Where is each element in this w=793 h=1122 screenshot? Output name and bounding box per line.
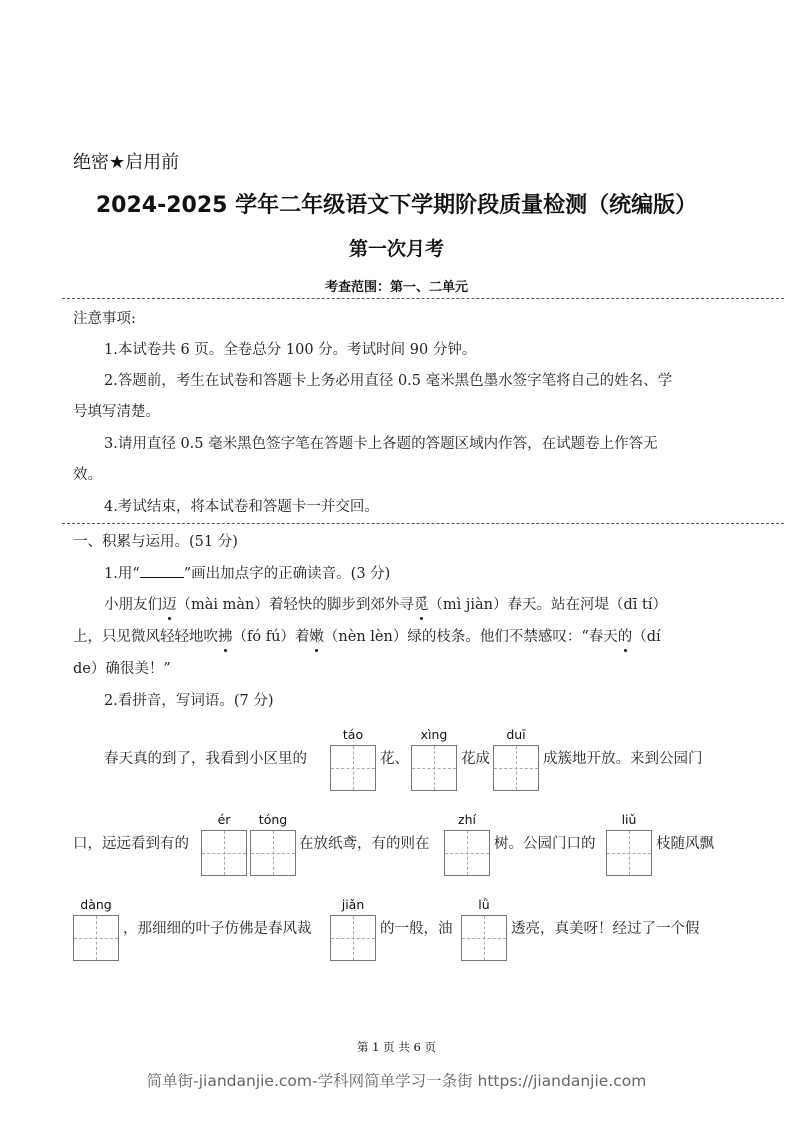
underline-sample [140,564,184,578]
pinyin-label: tóng [258,812,288,827]
passage-text: （nèn lèn）绿的枝条。他们不禁感叹：“春天 [323,629,618,645]
pinyin-label: dàng [80,897,112,912]
writing-grid-box[interactable] [330,745,376,791]
fill-text: 花、 [380,751,409,767]
writing-grid-box[interactable] [493,745,539,791]
fill-text: 春天真的到了，我看到小区里的 [104,751,307,767]
fill-text: 透亮，真美呀！经过了一个假 [511,921,700,937]
pinyin-label: lǜ [478,897,490,912]
note-2-line-2: 号填写清楚。 [73,404,160,420]
writing-grid-box[interactable] [250,830,296,876]
exam-subtitle: 第一次月考 [348,238,444,260]
pinyin-label: xìng [420,727,448,742]
dotted-char: 迈 [162,597,177,613]
writing-grid-box[interactable] [330,915,376,961]
watermark: 简单街-jiandanjie.com-学科网简单学习一条街 https://jiandanjie.com [146,1072,647,1090]
notes-heading: 注意事项: [73,311,136,327]
exam-title: 2024-2025 学年二年级语文下学期阶段质量检测（统编版） [95,193,698,218]
writing-grid-box[interactable] [606,830,652,876]
dotted-char: 嫩 [309,629,324,645]
dotted-char: 的 [617,629,633,645]
divider [62,523,784,524]
question-2: 2.看拼音，写词语。(7 分) [104,693,274,709]
note-2-line-1: 2.答题前，考生在试卷和答题卡上务必用直径 0.5 毫米黑色墨水签字笔将自己的姓名、学 [104,373,673,389]
passage-line-2 [73,627,661,647]
pinyin-label: táo [342,727,364,742]
pinyin-label: duī [506,727,526,742]
fill-text: ，那细细的叶子仿佛是春风裁 [123,921,312,937]
passage-text: （dí [632,629,661,645]
writing-grid-box[interactable] [201,830,247,876]
dotted-char: 拂 [218,629,233,645]
section-heading: 一、积累与运用。(51 分) [73,534,238,550]
question-1 [104,564,390,584]
fill-text: 的一般，油 [380,921,453,937]
pinyin-label: liǔ [621,812,637,827]
page-footer: 第 1 页 共 6 页 [357,1040,436,1054]
pinyin-label: jiǎn [341,897,365,912]
note-1: 1.本试卷共 6 页。全卷总分 100 分。考试时间 90 分钟。 [104,342,477,358]
fill-text: 树。公园门口的 [494,836,596,852]
passage-text: （mài màn）着轻快的脚步到郊外寻 [176,597,414,613]
writing-grid-box[interactable] [73,915,119,961]
divider [62,298,784,299]
passage-text: 上，只见微风轻轻地吹 [73,629,218,645]
fill-text: 口，远远看到有的 [73,836,189,852]
note-3-line-2: 效。 [73,467,102,483]
secret-label: 绝密★启用前 [73,152,180,173]
passage-text: （mì jiàn）春天。站在河堤（dī tí） [428,597,667,613]
question-1-pre: 1.用“ [104,566,140,582]
fill-text: 枝随风飘 [656,836,714,852]
fill-text: 花成 [461,751,490,767]
pinyin-label: zhí [458,812,476,827]
note-4: 4.考试结束，将本试卷和答题卡一并交回。 [104,499,379,515]
fill-text: 在放纸鸢，有的则在 [299,836,430,852]
exam-scope: 考查范围：第一、二单元 [324,280,468,295]
writing-grid-box[interactable] [444,830,490,876]
pinyin-label: ér [217,812,231,827]
writing-grid-box[interactable] [411,745,457,791]
dotted-char: 觅 [413,597,429,613]
passage-text: 小朋友们 [104,597,162,613]
note-3-line-1: 3.请用直径 0.5 毫米黑色签字笔在答题卡上各题的答题区域内作答，在试题卷上作答无 [104,436,658,452]
writing-grid-box[interactable] [461,915,507,961]
passage-line-3: de）确很美！” [73,661,171,677]
passage-text: （fó fú）着 [232,629,310,645]
fill-text: 成簇地开放。来到公园门 [543,751,703,767]
passage-line-1 [104,595,667,615]
question-1-post: ”画出加点字的正确读音。(3 分) [183,566,391,582]
